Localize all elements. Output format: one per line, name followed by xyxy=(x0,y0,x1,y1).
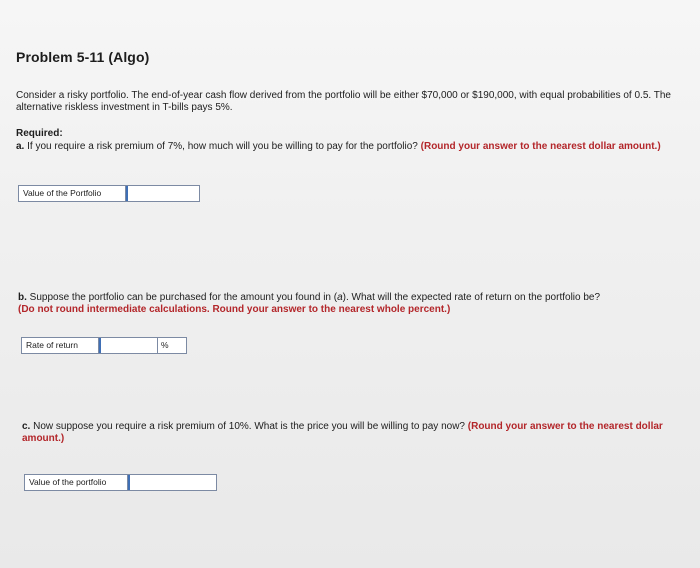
question-a-instruction: (Round your answer to the nearest dollar amount.) xyxy=(420,141,661,152)
value-of-portfolio-input[interactable] xyxy=(126,186,199,201)
problem-title: Problem 5-11 (Algo) xyxy=(16,49,150,65)
value-of-portfolio-c-input[interactable] xyxy=(128,475,216,490)
answer-row-b xyxy=(21,337,187,354)
question-b-text-end: ). What will the expected rate of return on the portfolio be? xyxy=(342,292,601,303)
question-b xyxy=(18,292,683,316)
question-b-prefix: b. xyxy=(18,292,27,303)
required-label: Required: xyxy=(16,128,63,139)
question-b-ref: a xyxy=(337,292,343,303)
value-of-portfolio-c-label: Value of the portfolio xyxy=(25,475,128,490)
question-b-instruction: (Do not round intermediate calculations. Round your answer to the nearest whole percent.) xyxy=(18,304,451,315)
question-c-instruction: (Round your answer to the nearest dollar amount.) xyxy=(22,421,663,444)
question-a-text: If you require a risk premium of 7%, how much will you be willing to pay for the portfolio? xyxy=(24,141,421,152)
answer-row-a xyxy=(18,185,200,202)
percent-unit: % xyxy=(157,338,186,353)
rate-of-return-label: Rate of return xyxy=(22,338,99,353)
question-a xyxy=(16,141,691,153)
value-of-portfolio-label: Value of the Portfolio xyxy=(19,186,126,201)
question-b-text: Suppose the portfolio can be purchased for the amount you found in ( xyxy=(26,292,338,303)
problem-intro: Consider a risky portfolio. The end-of-year cash flow derived from the portfolio will be either $70,000 or $190,000, with equal probabilities of 0.5. The alternative riskless investment in T-bills pays 5%. xyxy=(16,90,671,113)
question-c xyxy=(22,421,682,445)
question-c-prefix: c. xyxy=(22,421,31,432)
rate-of-return-input[interactable] xyxy=(99,338,157,353)
answer-row-c xyxy=(24,474,217,491)
question-a-prefix: a. xyxy=(16,141,25,152)
question-c-text: Now suppose you require a risk premium of 10%. What is the price you will be willing to pay now? xyxy=(30,421,468,432)
